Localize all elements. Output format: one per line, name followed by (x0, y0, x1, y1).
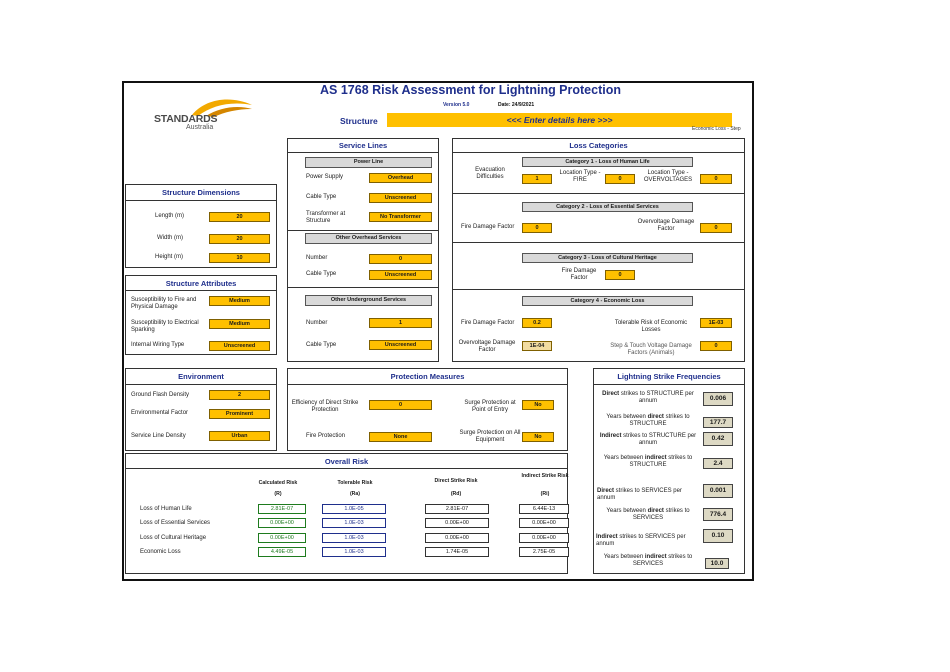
service-divider (288, 230, 438, 231)
header-direct-risk: Direct Strike Risk (434, 478, 478, 484)
direct-structure-value: 0.006 (703, 392, 733, 406)
loss-categories-title: Loss Categories (453, 139, 744, 153)
header-calculated-risk: Calculated Risk (258, 480, 298, 486)
location-overvoltage-input[interactable]: 0 (700, 174, 732, 184)
years-direct-structure-value: 177.7 (703, 417, 733, 428)
underground-number-input[interactable]: 1 (369, 318, 432, 328)
risk-row-label: Loss of Essential Services (140, 520, 211, 526)
header-direct-symbol: (Rd) (450, 491, 462, 497)
structure-name-input[interactable]: <<< Enter details here >>> (387, 113, 732, 127)
service-lines-panel (287, 138, 439, 362)
header-calculated-symbol: (R) (274, 491, 282, 497)
cat4-tolerable-label: Tolerable Risk of Economic Losses (614, 320, 688, 333)
category-4-subheading: Category 4 - Economic Loss (522, 296, 693, 306)
loss-divider (453, 289, 744, 290)
cat2-fire-input[interactable]: 0 (522, 223, 552, 233)
other-overhead-subheading: Other Overhead Services (305, 233, 432, 244)
service-line-density-input[interactable]: Urban (209, 431, 270, 441)
indirect-services-value: 0.10 (703, 529, 733, 543)
length-input[interactable]: 20 (209, 212, 270, 222)
cat3-fire-input[interactable]: 0 (605, 270, 635, 280)
transformer-label: Transformer at Structure (306, 211, 346, 224)
location-fire-label: Location Type - FIRE (559, 170, 601, 183)
width-label: Width (m) (157, 235, 183, 241)
wiring-type-label: Internal Wiring Type (131, 342, 185, 348)
environmental-factor-label: Environmental Factor (131, 410, 189, 416)
indirect-risk-value: 2.75E-05 (519, 547, 569, 557)
cat4-tolerable-input[interactable]: 1E-03 (700, 318, 732, 328)
cat2-overvoltage-label: Overvoltage Damage Factor (637, 219, 695, 232)
standards-logo (150, 95, 260, 135)
years-indirect-structure-label: Years between indirect strikes to STRUCTURE (603, 455, 693, 468)
cable-type-input[interactable]: Unscreened (369, 193, 432, 203)
electrical-susceptibility-label: Susceptibility to Electrical Sparking (131, 320, 199, 333)
fire-protection-input[interactable]: None (369, 432, 432, 442)
surge-equipment-input[interactable]: No (522, 432, 554, 442)
logo-subtitle: Australia (186, 124, 214, 131)
direct-risk-value: 0.00E+00 (425, 533, 489, 543)
service-divider (288, 287, 438, 288)
overhead-number-input[interactable]: 0 (369, 254, 432, 264)
direct-risk-value: 0.00E+00 (425, 518, 489, 528)
environment-title: Environment (126, 369, 276, 385)
power-line-subheading: Power Line (305, 157, 432, 168)
direct-risk-value: 2.81E-07 (425, 504, 489, 514)
calculated-risk-value: 4.49E-05 (258, 547, 306, 557)
version-label: Version 5.0 (443, 102, 470, 108)
years-indirect-services-label: Years between indirect strikes to SERVICES (603, 554, 693, 567)
evacuation-label: Evacuation Difficulties (475, 167, 505, 180)
tolerable-risk-value: 1.0E-05 (322, 504, 386, 514)
ground-flash-label: Ground Flash Density (131, 392, 190, 398)
years-indirect-structure-value: 2.4 (703, 458, 733, 469)
fire-protection-label: Fire Protection (306, 433, 346, 439)
direct-risk-value: 1.74E-05 (425, 547, 489, 557)
lightning-frequencies-title: Lightning Strike Frequencies (594, 369, 744, 385)
header-indirect-symbol: (Ri) (540, 491, 550, 497)
indirect-structure-value: 0.42 (703, 432, 733, 446)
years-direct-services-label: Years between direct strikes to SERVICES (606, 508, 690, 521)
years-indirect-services-value: 10.0 (705, 558, 729, 569)
tolerable-risk-value: 1.0E-03 (322, 533, 386, 543)
indirect-structure-label: Indirect strikes to STRUCTURE per annum (599, 433, 697, 446)
direct-services-label: Direct strikes to SERVICES per annum (597, 488, 682, 501)
electrical-susceptibility-input[interactable]: Medium (209, 319, 270, 329)
header-tolerable-risk: Tolerable Risk (337, 480, 373, 486)
cat2-overvoltage-input[interactable]: 0 (700, 223, 732, 233)
cable-type-label: Cable Type (306, 194, 337, 200)
cat2-fire-label: Fire Damage Factor (461, 224, 515, 230)
tolerable-risk-value: 1.0E-03 (322, 547, 386, 557)
category-3-subheading: Category 3 - Loss of Cultural Heritage (522, 253, 693, 263)
service-lines-title: Service Lines (288, 139, 438, 153)
underground-cable-label: Cable Type (306, 342, 337, 348)
loss-divider (453, 242, 744, 243)
page-title: AS 1768 Risk Assessment for Lightning Protection (320, 83, 621, 97)
transformer-input[interactable]: No Transformer (369, 212, 432, 222)
risk-row-label: Economic Loss (140, 549, 181, 555)
power-supply-label: Power Supply (306, 174, 344, 180)
loss-divider (453, 193, 744, 194)
overall-risk-title: Overall Risk (126, 454, 567, 469)
strike-efficiency-label: Efficiency of Direct Strike Protection (291, 400, 359, 413)
direct-structure-label: Direct strikes to STRUCTURE per annum (602, 391, 694, 404)
calculated-risk-value: 2.81E-07 (258, 504, 306, 514)
underground-cable-input[interactable]: Unscreened (369, 340, 432, 350)
height-label: Height (m) (155, 254, 184, 260)
cat4-step-touch-label: Step & Touch Voltage Damage Factors (Animals) (610, 343, 692, 356)
logo-name: STANDARDS (154, 113, 218, 125)
indirect-risk-value: 0.00E+00 (519, 533, 569, 543)
height-input[interactable]: 10 (209, 253, 270, 263)
risk-row-label: Loss of Cultural Heritage (140, 535, 207, 541)
other-underground-subheading: Other Underground Services (305, 295, 432, 306)
cat4-fire-label: Fire Damage Factor (461, 320, 515, 326)
risk-row-label: Loss of Human Life (140, 506, 192, 512)
wiring-type-input[interactable]: Unscreened (209, 341, 270, 351)
years-direct-services-value: 776.4 (703, 508, 733, 521)
fire-susceptibility-input[interactable]: Medium (209, 296, 270, 306)
strike-efficiency-input[interactable]: 0 (369, 400, 432, 410)
overhead-cable-label: Cable Type (306, 271, 337, 277)
length-label: Length (m) (155, 213, 185, 219)
tolerable-risk-value: 1.0E-03 (322, 518, 386, 528)
cat4-fire-input[interactable]: 0.2 (522, 318, 552, 328)
fire-susceptibility-label: Susceptibility to Fire and Physical Damage (131, 297, 197, 310)
ground-flash-input[interactable]: 2 (209, 390, 270, 400)
cat4-overvoltage-input[interactable]: 1E-04 (522, 341, 552, 351)
cat4-step-touch-input[interactable]: 0 (700, 341, 732, 351)
location-overvoltage-label: Location Type - OVERVOLTAGES (643, 170, 693, 183)
surge-equipment-label: Surge Protection on All Equipment (459, 430, 521, 443)
calculated-risk-value: 0.00E+00 (258, 518, 306, 528)
indirect-risk-value: 0.00E+00 (519, 518, 569, 528)
overflow-text: Economic Loss - Step (692, 126, 741, 132)
power-supply-input[interactable]: Overhead (369, 173, 432, 183)
structure-dimensions-title: Structure Dimensions (126, 185, 276, 201)
years-direct-structure-label: Years between direct strikes to STRUCTURE (606, 414, 690, 427)
underground-number-label: Number (306, 320, 328, 326)
category-1-subheading: Category 1 - Loss of Human Life (522, 157, 693, 167)
overhead-cable-input[interactable]: Unscreened (369, 270, 432, 280)
header-indirect-risk: Indirect Strike Risk (521, 473, 569, 479)
structure-label: Structure (340, 116, 378, 126)
surge-entry-label: Surge Protection at Point of Entry (464, 400, 516, 413)
header-tolerable-symbol: (Ra) (349, 491, 361, 497)
evacuation-input[interactable]: 1 (522, 174, 552, 184)
location-fire-input[interactable]: 0 (605, 174, 635, 184)
indirect-risk-value: 6.44E-13 (519, 504, 569, 514)
cat4-overvoltage-label: Overvoltage Damage Factor (458, 340, 516, 353)
direct-services-value: 0.001 (703, 484, 733, 498)
protection-measures-title: Protection Measures (288, 369, 567, 385)
date-label: Date: 24/9/2021 (498, 102, 535, 108)
calculated-risk-value: 0.00E+00 (258, 533, 306, 543)
cat3-fire-label: Fire Damage Factor (561, 268, 597, 281)
service-line-density-label: Service Line Density (131, 433, 186, 439)
overhead-number-label: Number (306, 255, 328, 261)
structure-attributes-title: Structure Attributes (126, 276, 276, 291)
width-input[interactable]: 20 (209, 234, 270, 244)
surge-entry-input[interactable]: No (522, 400, 554, 410)
indirect-services-label: Indirect strikes to SERVICES per annum (596, 534, 686, 547)
environmental-factor-input[interactable]: Prominent (209, 409, 270, 419)
category-2-subheading: Category 2 - Loss of Essential Services (522, 202, 693, 212)
